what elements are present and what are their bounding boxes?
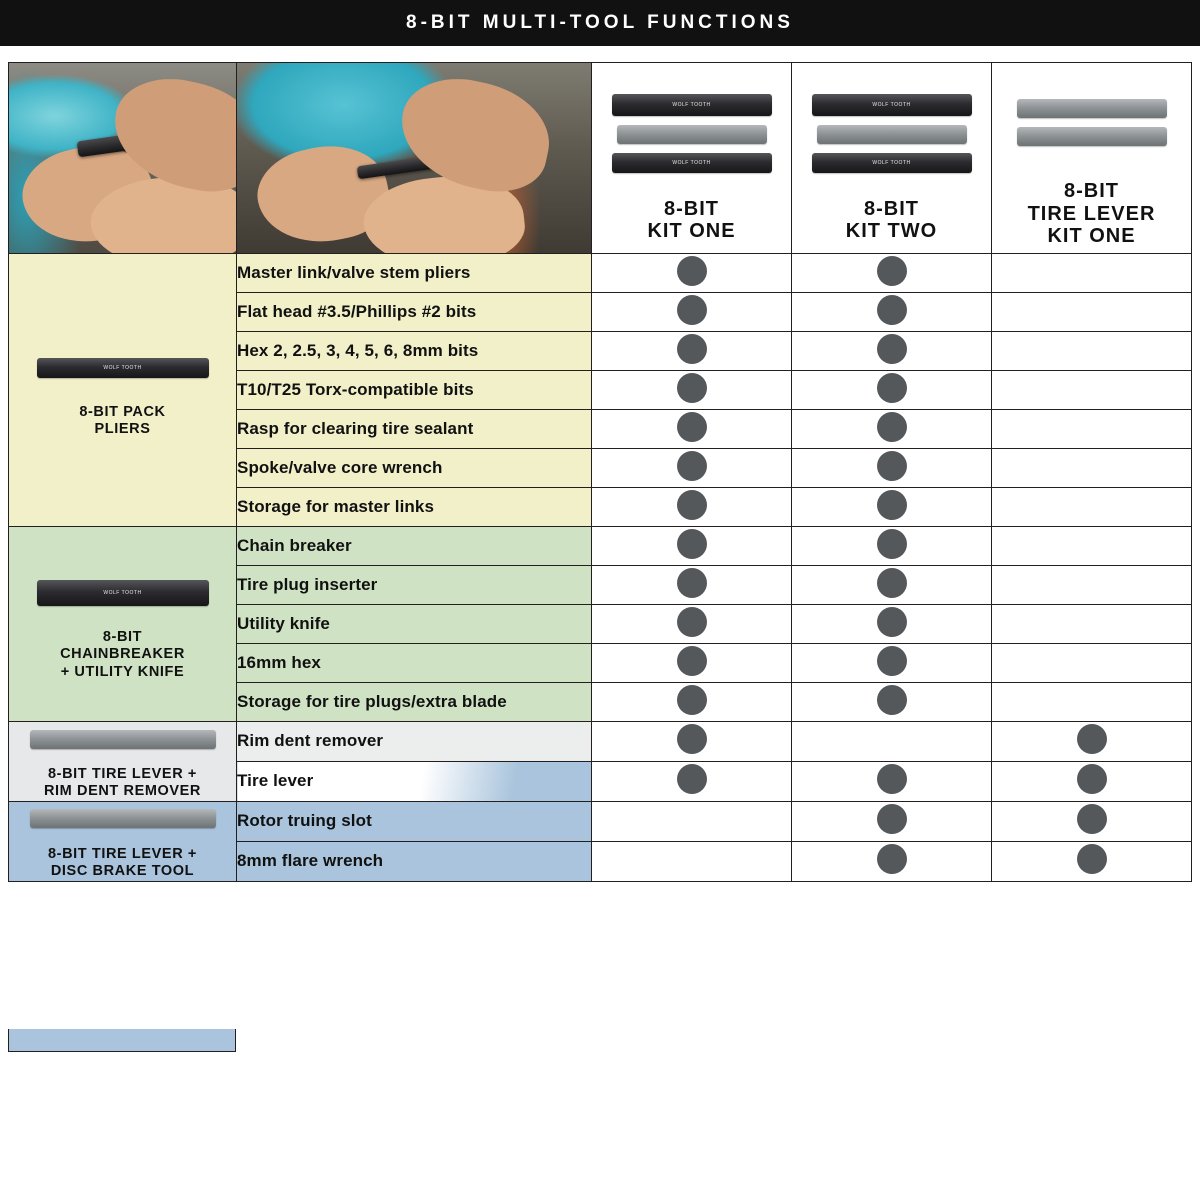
mark-tire-lever-kit [992,841,1192,881]
mark-tire-lever-kit [992,410,1192,449]
wolf-tooth-logo-icon: WOLF TOOTH [672,160,711,167]
mark-tire-lever-kit [992,254,1192,293]
included-dot [877,256,907,286]
kit-two-title-line1: 8-BIT [864,197,919,220]
included-dot [877,646,907,676]
tool-bar-grey [1017,99,1167,118]
group-label-line2: PLIERS [94,421,151,437]
mark-tire-lever-kit [992,644,1192,683]
table-row [9,254,1192,293]
mark-kit-two [792,605,992,644]
included-dot [677,334,707,364]
group-label-line2: RIM DENT REMOVER [43,783,202,800]
tool-bar-black [812,153,972,173]
mark-kit-two [792,801,992,841]
tool-bar-grey [817,125,967,144]
wolf-tooth-logo-icon: WOLF TOOTH [672,102,711,109]
included-dot [877,607,907,637]
feature-label: Tire plug inserter [237,566,592,605]
mark-tire-lever-kit [992,371,1192,410]
table-row [9,722,1192,762]
group-tire-lever-disc-brake-tool [9,801,237,881]
included-dot [1077,764,1107,794]
kit-header-kit-one [592,63,792,254]
group-color-footer-strip [8,1029,236,1052]
group-label-line2: CHAINBREAKER [60,646,185,663]
included-dot [877,334,907,364]
mark-kit-two [792,722,992,762]
included-dot [677,373,707,403]
feature-label: Storage for master links [237,488,592,527]
included-dot [677,412,707,442]
product-photo-1 [9,63,237,254]
kit-one-tools-art [592,74,791,194]
included-dot [677,607,707,637]
included-dot [677,685,707,715]
mark-kit-two [792,371,992,410]
chainbreaker-art [9,567,236,619]
included-dot [877,764,907,794]
included-dot [877,295,907,325]
group-label-line1: 8-BIT [102,628,143,645]
included-dot [877,804,907,834]
mark-kit-two [792,488,992,527]
mark-kit-two [792,761,992,801]
mark-tire-lever-kit [992,488,1192,527]
feature-label: Tire lever [237,761,592,801]
included-dot [1077,804,1107,834]
table-header-row [9,63,1192,254]
tool-bar-black [612,94,772,116]
mark-kit-one [592,644,792,683]
mark-kit-one [592,801,792,841]
mark-tire-lever-kit [992,683,1192,722]
group-label-line1: 8-BIT TIRE LEVER + [48,845,197,862]
included-dot [877,685,907,715]
included-dot [877,451,907,481]
group-label-line2: DISC BRAKE TOOL [50,863,195,880]
included-dot [877,844,907,874]
mark-kit-two [792,293,992,332]
mark-kit-two [792,683,992,722]
mark-kit-one [592,254,792,293]
mark-kit-two [792,841,992,881]
feature-label: Chain breaker [237,527,592,566]
mark-tire-lever-kit [992,527,1192,566]
wolf-tooth-logo-icon: WOLF TOOTH [103,589,142,596]
included-dot [877,529,907,559]
included-dot [677,529,707,559]
kit-one-title-line2: KIT ONE [647,220,736,242]
mark-kit-two [792,644,992,683]
comparison-table [8,62,1192,882]
mark-kit-one [592,761,792,801]
mark-kit-two [792,332,992,371]
tire-lever-kit-title-line2: TIRE LEVER [1027,202,1156,225]
group-label-line3: + UTILITY KNIFE [60,663,185,680]
feature-label: 16mm hex [237,644,592,683]
feature-label: Utility knife [237,605,592,644]
group-pack-pliers [9,254,237,527]
feature-label: Hex 2, 2.5, 3, 4, 5, 6, 8mm bits [237,332,592,371]
included-dot [1077,844,1107,874]
mark-tire-lever-kit [992,566,1192,605]
included-dot [677,646,707,676]
mark-kit-one [592,841,792,881]
mark-kit-one [592,566,792,605]
feature-label: Flat head #3.5/Phillips #2 bits [237,293,592,332]
kit-one-title-line1: 8-BIT [664,197,719,220]
wolf-tooth-logo-icon: WOLF TOOTH [103,364,142,371]
included-dot [677,490,707,520]
mark-kit-two [792,566,992,605]
mark-tire-lever-kit [992,449,1192,488]
mark-tire-lever-kit [992,761,1192,801]
group-label-line1: 8-BIT TIRE LEVER + [48,766,197,782]
mark-kit-two [792,410,992,449]
mark-tire-lever-kit [992,332,1192,371]
mark-kit-one [592,332,792,371]
mark-kit-one [592,371,792,410]
feature-label: Rasp for clearing tire sealant [237,410,592,449]
tire-lever-disc-brake-art [9,802,236,836]
feature-label: 8mm flare wrench [237,841,592,881]
included-dot [677,451,707,481]
tool-bar-grey [30,809,216,828]
mark-kit-one [592,293,792,332]
kit-header-tire-lever-kit-one [992,63,1192,254]
mark-kit-one [592,683,792,722]
feature-label: Rotor truing slot [237,801,592,841]
mark-tire-lever-kit [992,722,1192,762]
included-dot [677,568,707,598]
tire-lever-kit-title-line1: 8-BIT [1064,180,1119,203]
group-tire-lever-rim-dent-remover [9,722,237,802]
mark-kit-two [792,527,992,566]
feature-label: Rim dent remover [237,722,592,762]
tool-bar-black [37,580,209,606]
mark-kit-one [592,722,792,762]
tool-bar-grey [30,730,216,749]
page-title-banner [0,0,1200,46]
included-dot [677,256,707,286]
tool-bar-black [37,358,209,378]
kit-two-tools-art [792,74,991,194]
wolf-tooth-logo-icon: WOLF TOOTH [872,160,911,167]
feature-label: Storage for tire plugs/extra blade [237,683,592,722]
included-dot [677,764,707,794]
group-chainbreaker-utility-knife [9,527,237,722]
feature-label: Spoke/valve core wrench [237,449,592,488]
product-photo-2 [237,63,592,254]
mark-tire-lever-kit [992,605,1192,644]
functions-matrix [8,62,1192,882]
feature-label: T10/T25 Torx-compatible bits [237,371,592,410]
mark-kit-one [592,449,792,488]
mark-kit-two [792,449,992,488]
mark-tire-lever-kit [992,801,1192,841]
kit-header-kit-two [792,63,992,254]
tool-bar-black [812,94,972,116]
feature-label: Master link/valve stem pliers [237,254,592,293]
tool-bar-grey [617,125,767,144]
kit-two-title-line2: KIT TWO [845,220,938,242]
page-title: 8-BIT MULTI-TOOL FUNCTIONS [406,12,794,33]
group-label-line1: 8-BIT PACK [79,403,166,420]
table-row [9,527,1192,566]
included-dot [877,373,907,403]
pack-pliers-art [9,342,236,394]
included-dot [877,412,907,442]
included-dot [677,295,707,325]
wolf-tooth-logo-icon: WOLF TOOTH [872,102,911,109]
mark-kit-two [792,254,992,293]
mark-kit-one [592,527,792,566]
tire-lever-rim-dent-art [9,722,236,756]
tool-bar-grey [1017,127,1167,146]
table-row [9,801,1192,841]
included-dot [877,490,907,520]
mark-kit-one [592,488,792,527]
mark-tire-lever-kit [992,293,1192,332]
included-dot [1077,724,1107,754]
tire-lever-kit-tools-art [992,68,1191,176]
mark-kit-one [592,605,792,644]
mark-kit-one [592,410,792,449]
tire-lever-kit-title-line3: KIT ONE [1047,225,1136,248]
included-dot [877,568,907,598]
tool-bar-black [612,153,772,173]
included-dot [677,724,707,754]
